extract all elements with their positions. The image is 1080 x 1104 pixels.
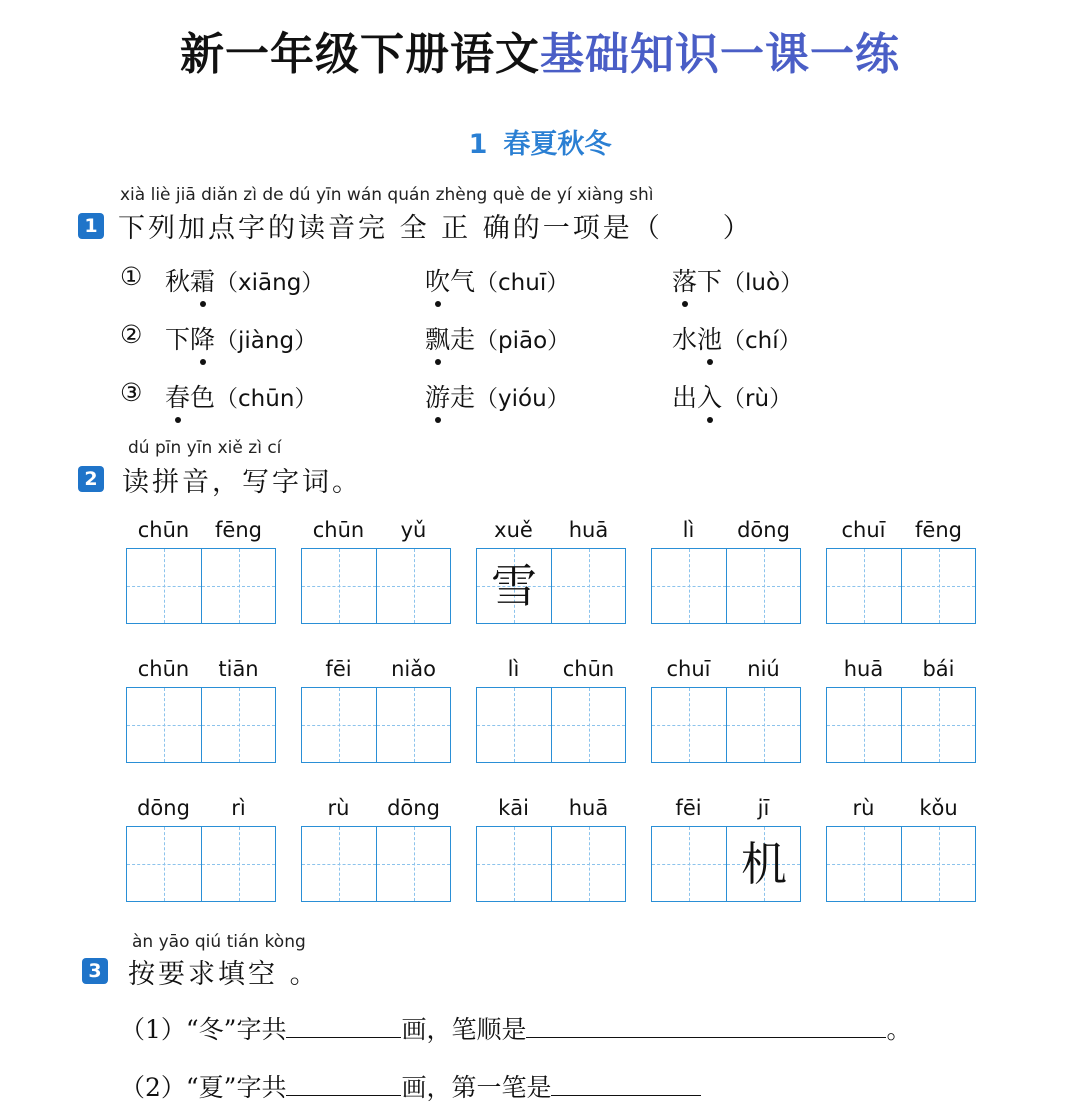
tianzige-box[interactable] <box>901 549 975 623</box>
dotted-character: 池 <box>697 320 722 356</box>
pinyin-label: lì <box>682 518 695 542</box>
dotted-character: 落 <box>672 262 697 298</box>
word-writing-cell <box>301 518 451 624</box>
pinyin-label: xuě <box>494 518 533 542</box>
title-part-blue: 基础知识一课一练 <box>540 29 900 80</box>
tianzige-box[interactable] <box>551 827 625 901</box>
pinyin-reading: （luò） <box>722 270 804 296</box>
option-marker: ① <box>120 262 143 291</box>
tianzige-box[interactable] <box>127 549 201 623</box>
q3-item-2: （2）“夏”字共 画，第一笔是 <box>120 1068 701 1104</box>
pinyin-label: bái <box>922 657 955 681</box>
q3-pinyin: àn yāo qiú tián kòng <box>132 932 306 952</box>
tianzige-box[interactable] <box>302 688 376 762</box>
tianzige-box[interactable] <box>376 827 450 901</box>
tianzige-box[interactable] <box>376 688 450 762</box>
pinyin-label: niǎo <box>391 657 436 681</box>
word-writing-cell <box>826 657 976 763</box>
tianzige-box[interactable] <box>127 827 201 901</box>
pinyin-label: dōng <box>387 796 440 820</box>
word-writing-cell <box>651 518 801 624</box>
pinyin-reading: （yióu） <box>475 386 570 412</box>
q3-number-badge: 3 <box>82 958 108 984</box>
pinyin-label: kāi <box>498 796 529 820</box>
tianzige-box[interactable] <box>551 549 625 623</box>
option-marker: ③ <box>120 378 143 407</box>
dotted-character: 春 <box>165 378 190 414</box>
word-writing-cell <box>301 796 451 902</box>
pinyin-label: yǔ <box>400 518 427 542</box>
pinyin-reading: （chí） <box>722 328 802 354</box>
tianzige-box[interactable] <box>827 549 901 623</box>
dotted-character: 飘 <box>425 320 450 356</box>
option-word: 下降（jiàng） <box>165 320 317 356</box>
tianzige-box[interactable] <box>652 688 726 762</box>
page-title <box>0 18 1080 82</box>
q1-pinyin: xià liè jiā diǎn zì de dú yīn wán quán zhèng què de yí xiàng shì <box>120 185 654 205</box>
pinyin-label: fēng <box>915 518 962 542</box>
q1-question-text: 下列加点字的读音完 全 正 确的一项是（ ） <box>118 213 753 244</box>
prefilled-character: 机 <box>741 837 787 891</box>
tianzige-box[interactable] <box>827 827 901 901</box>
tianzige-box[interactable] <box>477 549 551 623</box>
pinyin-label: rì <box>231 796 246 820</box>
pinyin-reading: （chūn） <box>215 386 318 412</box>
q2-pinyin: dú pīn yīn xiě zì cí <box>128 438 282 458</box>
title-part-black: 新一年级下册语文 <box>180 29 540 80</box>
pinyin-label: niú <box>747 657 780 681</box>
option-word: 吹气（chuī） <box>425 262 569 298</box>
pinyin-label: jī <box>757 796 770 820</box>
tianzige-box[interactable] <box>127 688 201 762</box>
pinyin-label: rù <box>852 796 875 820</box>
option-word: 春色（chūn） <box>165 378 317 414</box>
pinyin-label: fēng <box>215 518 262 542</box>
tianzige-box[interactable] <box>201 688 275 762</box>
word-writing-cell <box>826 518 976 624</box>
q3-question-text: 按要求填空 。 <box>128 959 320 990</box>
word-writing-cell <box>826 796 976 902</box>
first-stroke-blank[interactable] <box>551 1073 701 1096</box>
tianzige-box[interactable] <box>901 827 975 901</box>
dotted-character: 吹 <box>425 262 450 298</box>
stroke-count-blank[interactable] <box>286 1015 401 1038</box>
q2-question-text: 读拼音，写字词。 <box>122 467 362 498</box>
option-word: 落下（luò） <box>672 262 803 298</box>
dotted-character: 霜 <box>190 262 215 298</box>
pinyin-label: huā <box>568 796 609 820</box>
word-writing-cell <box>126 796 276 902</box>
word-writing-cell <box>476 796 626 902</box>
pinyin-reading: （piāo） <box>475 328 571 354</box>
q3-item-1: （1）“冬”字共 画，笔顺是 。 <box>120 1015 912 1044</box>
pinyin-reading: （xiāng） <box>215 270 325 296</box>
tianzige-box[interactable] <box>901 688 975 762</box>
pinyin-label: chūn <box>562 657 615 681</box>
dotted-character: 游 <box>425 378 450 414</box>
tianzige-box[interactable] <box>302 549 376 623</box>
pinyin-label: huā <box>843 657 884 681</box>
tianzige-box[interactable] <box>201 549 275 623</box>
pinyin-label: fēi <box>325 657 352 681</box>
option-word: 秋霜（xiāng） <box>165 262 324 298</box>
word-writing-cell <box>651 796 801 902</box>
pinyin-label: chūn <box>137 518 190 542</box>
pinyin-label: dōng <box>137 796 190 820</box>
pinyin-label: huā <box>568 518 609 542</box>
pinyin-label: tiān <box>218 657 259 681</box>
dotted-character: 降 <box>190 320 215 356</box>
word-writing-cell <box>476 657 626 763</box>
option-word: 水池（chí） <box>672 320 802 356</box>
tianzige-box[interactable] <box>827 688 901 762</box>
tianzige-box[interactable] <box>652 549 726 623</box>
pinyin-label: lì <box>507 657 520 681</box>
tianzige-box[interactable] <box>551 688 625 762</box>
tianzige-box[interactable] <box>652 827 726 901</box>
pinyin-reading: （rù） <box>722 386 793 412</box>
word-writing-cell <box>476 518 626 624</box>
lesson-name: 春夏秋冬 <box>503 129 612 160</box>
tianzige-box[interactable] <box>726 549 800 623</box>
tianzige-box[interactable] <box>477 827 551 901</box>
pinyin-label: kǒu <box>919 796 958 820</box>
tianzige-box[interactable] <box>302 827 376 901</box>
pinyin-label: chuī <box>666 657 711 681</box>
word-writing-cell <box>301 657 451 763</box>
pinyin-reading: （chuī） <box>475 270 570 296</box>
pinyin-label: chūn <box>312 518 365 542</box>
option-word: 飘走（piāo） <box>425 320 570 356</box>
prefilled-character: 雪 <box>491 559 537 613</box>
lesson-number: 1 <box>468 129 488 160</box>
tianzige-box[interactable] <box>201 827 275 901</box>
q2-number-badge: 2 <box>78 466 104 492</box>
option-word: 出入（rù） <box>672 378 792 414</box>
word-writing-cell <box>651 657 801 763</box>
pinyin-label: chuī <box>841 518 886 542</box>
pinyin-label: rù <box>327 796 350 820</box>
pinyin-label: dōng <box>737 518 790 542</box>
tianzige-box[interactable] <box>726 827 800 901</box>
stroke-count-blank[interactable] <box>286 1073 401 1096</box>
option-marker: ② <box>120 320 143 349</box>
stroke-order-blank[interactable] <box>526 1015 886 1038</box>
tianzige-box[interactable] <box>477 688 551 762</box>
dotted-character: 入 <box>697 378 722 414</box>
tianzige-box[interactable] <box>376 549 450 623</box>
q1-number-badge: 1 <box>78 213 104 239</box>
tianzige-box[interactable] <box>726 688 800 762</box>
pinyin-reading: （jiàng） <box>215 328 318 354</box>
pinyin-label: fēi <box>675 796 702 820</box>
word-writing-cell <box>126 518 276 624</box>
pinyin-label: chūn <box>137 657 190 681</box>
option-word: 游走（yióu） <box>425 378 570 414</box>
word-writing-cell <box>126 657 276 763</box>
lesson-heading <box>0 122 1080 161</box>
